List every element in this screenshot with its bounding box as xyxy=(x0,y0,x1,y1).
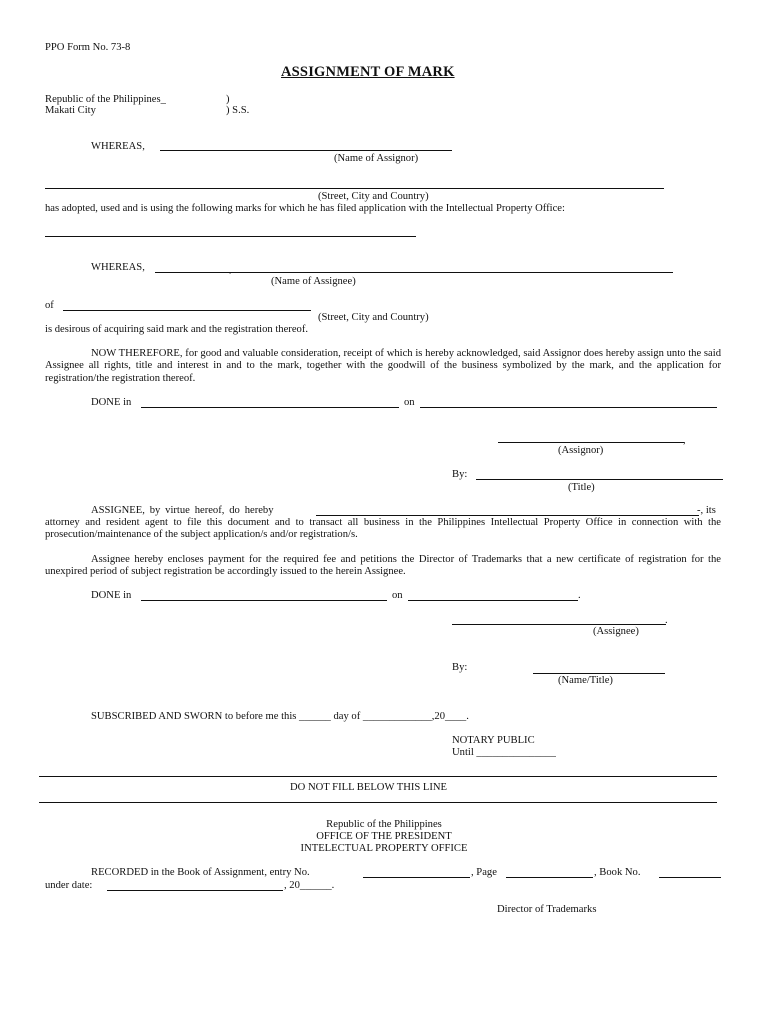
done-place-field-2[interactable] xyxy=(141,600,387,601)
assignee-name-title-caption: (Name/Title) xyxy=(558,675,613,686)
divider-top xyxy=(39,776,717,777)
under-date-year: , 20______. xyxy=(284,880,335,891)
assignor-title-caption: (Title) xyxy=(568,482,595,493)
assignee-signature-field[interactable] xyxy=(452,624,666,625)
assignee-name-field[interactable] xyxy=(155,272,673,273)
done-on-label-2: on xyxy=(392,590,403,601)
payment-paragraph: Assignee hereby encloses payment for the required fee and petitions the Director of Trademarks that a new certificate of registration for the unexpired period of subject registration be accordingly issued to the herein Assignee. xyxy=(45,554,721,578)
assignor-address-field[interactable] xyxy=(45,188,664,189)
assignee-clause-start: ASSIGNEE, by virtue hereof, do hereby xyxy=(91,505,274,516)
director-label: Director of Trademarks xyxy=(497,904,597,915)
assignee-by-label: By: xyxy=(452,662,468,673)
done-on-label-1: on xyxy=(404,397,415,408)
agent-name-field[interactable] xyxy=(316,515,699,516)
assignee-desire-text: is desirous of acquiring said mark and the registration thereof. xyxy=(45,324,309,335)
done-place-field-1[interactable] xyxy=(141,407,399,408)
assignor-title-field[interactable] xyxy=(476,479,723,480)
venue-paren-2: ) S.S. xyxy=(226,105,250,116)
office-line-republic: Republic of the Philippines xyxy=(326,819,442,830)
mark-field[interactable] xyxy=(45,236,416,237)
office-line-ipo: INTELECTUAL PROPERTY OFFICE xyxy=(300,843,468,854)
assignor-signature-field[interactable] xyxy=(498,442,684,443)
notary-public-label: NOTARY PUBLIC xyxy=(452,735,535,746)
form-number: PPO Form No. 73-8 xyxy=(45,42,131,53)
assignee-name-caption: (Name of Assignee) xyxy=(271,276,356,287)
assignee-name-title-field[interactable] xyxy=(533,673,665,674)
under-date-label: under date: xyxy=(45,880,93,891)
done-date-field-2[interactable] xyxy=(408,600,578,601)
venue-republic: Republic of the Philippines_ xyxy=(45,94,166,105)
assignee-caption: (Assignee) xyxy=(593,626,639,637)
venue-city: Makati City xyxy=(45,105,96,116)
entry-no-field[interactable] xyxy=(363,877,470,878)
notary-until-label: Until _______________ xyxy=(452,747,556,758)
assignee-address-caption: (Street, City and Country) xyxy=(318,312,429,323)
assignee-signature-period: . xyxy=(665,615,668,626)
assignee-clause-end: -, its xyxy=(697,505,716,516)
subscribed-sworn-text: SUBSCRIBED AND SWORN to before me this ______ day of _____________,20____. xyxy=(91,711,469,722)
venue-paren-1: ) xyxy=(226,94,230,105)
now-therefore-paragraph: NOW THEREFORE, for good and valuable consideration, receipt of which is hereby acknowledged, said Assignor does hereby assign unto the said Assignee all rights, title and interest in and to the mark, together with the goodwill of the business symbolized by the mark, and the application for registration/the registration thereof. xyxy=(45,348,721,384)
document-title: ASSIGNMENT OF MARK xyxy=(281,64,455,80)
assignor-caption: (Assignor) xyxy=(558,445,604,456)
recorded-book-label: , Book No. xyxy=(594,867,641,878)
assignor-address-caption: (Street, City and Country) xyxy=(318,191,429,202)
assignee-address-field[interactable] xyxy=(63,310,311,311)
done-in-label-1: DONE in xyxy=(91,397,132,408)
assignor-adoption-text: has adopted, used and is using the following marks for which he has filed application with the Intellectual Property Office: xyxy=(45,203,565,214)
assignee-clause-rest: attorney and resident agent to file this document and to transact all business in the Philippines Intellectual Property Office in connection with the prosecution/maintenance of the subject application/s and/or registration/s. xyxy=(45,517,721,541)
assignee-of-label: of xyxy=(45,300,54,311)
assignor-signature-comma: , xyxy=(683,435,686,446)
assignor-name-field[interactable] xyxy=(160,150,452,151)
done-in-label-2: DONE in xyxy=(91,590,132,601)
page-field[interactable] xyxy=(506,877,593,878)
done-period-2: . xyxy=(578,590,581,601)
assignor-whereas-label: WHEREAS, xyxy=(91,141,145,152)
assignee-whereas-label: WHEREAS, xyxy=(91,262,145,273)
done-date-field-1[interactable] xyxy=(420,407,717,408)
under-date-field[interactable] xyxy=(107,890,283,891)
recorded-page-label: , Page xyxy=(471,867,497,878)
do-not-fill-label: DO NOT FILL BELOW THIS LINE xyxy=(290,782,448,793)
assignor-by-label: By: xyxy=(452,469,468,480)
assignor-name-caption: (Name of Assignor) xyxy=(334,153,419,164)
book-no-field[interactable] xyxy=(659,877,721,878)
recorded-label: RECORDED in the Book of Assignment, entry No. xyxy=(91,867,310,878)
office-line-president: OFFICE OF THE PRESIDENT xyxy=(316,831,452,842)
divider-bottom xyxy=(39,802,717,803)
assignee-backtick: ` xyxy=(228,272,232,283)
